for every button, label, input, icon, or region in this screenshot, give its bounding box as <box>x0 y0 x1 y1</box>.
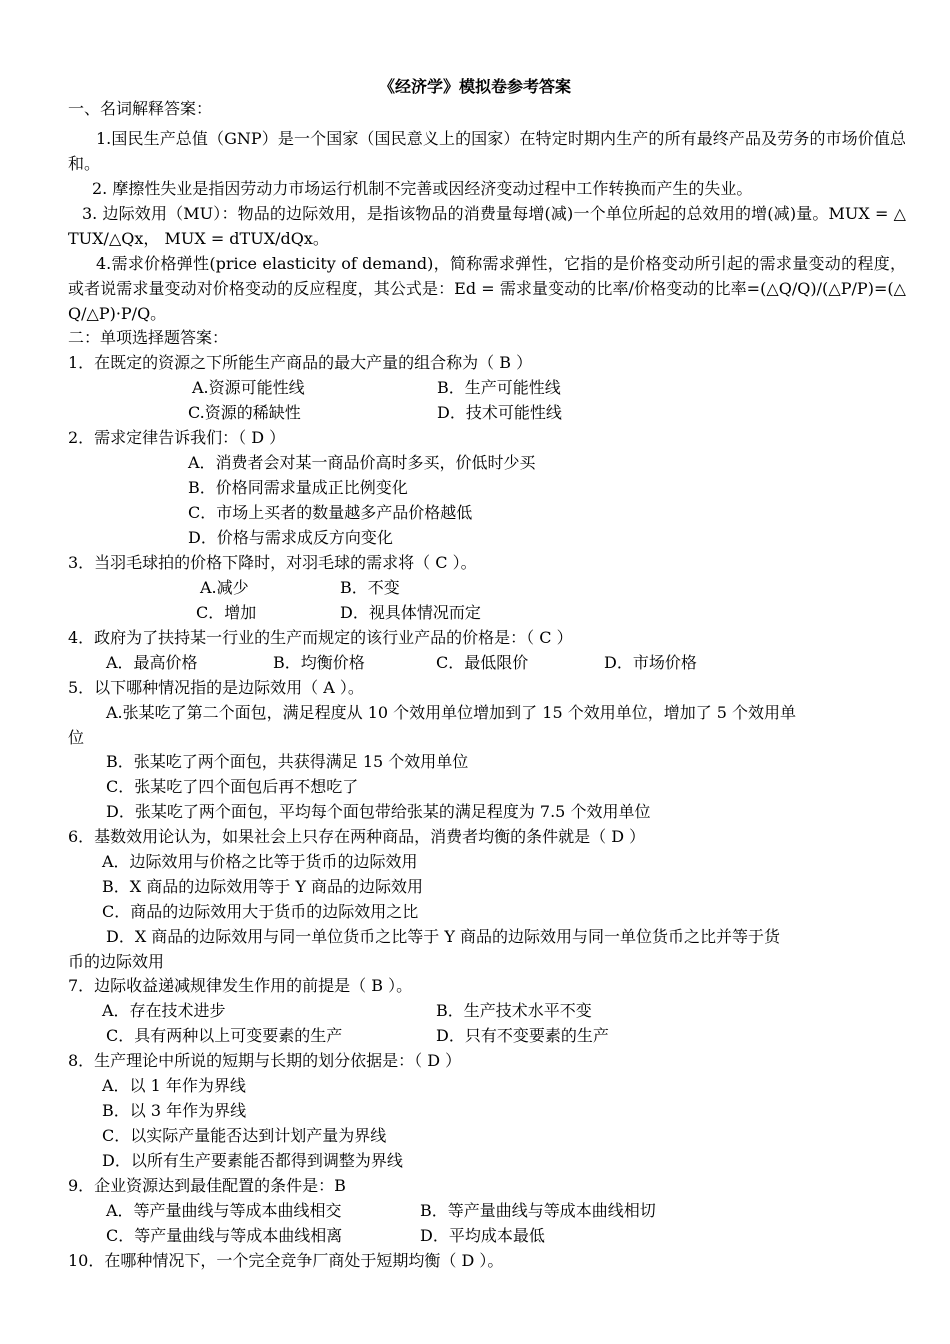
question-stem: 4．政府为了扶持某一行业的生产而规定的该行业产品的价格是：（ C ） <box>68 628 573 647</box>
definition-item: 2. 摩擦性失业是指因劳动力市场运行机制不完善或因经济变动过程中工作转换而产生的失业。 <box>92 179 753 198</box>
option-c: C．张某吃了四个面包后再不想吃了 <box>106 777 359 796</box>
option-a: A.资源可能性线 <box>192 378 305 397</box>
question-stem: 8．生产理论中所说的短期与长期的划分依据是：（ D ） <box>68 1051 462 1070</box>
question-stem: 2．需求定律告诉我们：（ D ） <box>68 428 286 447</box>
option-d: D．视具体情况而定 <box>340 603 481 622</box>
option-b: B．均衡价格 <box>273 653 365 672</box>
option-d: D．技术可能性线 <box>437 403 562 422</box>
option-d: D．价格与需求成反方向变化 <box>188 528 393 547</box>
option-c: C．具有两种以上可变要素的生产 <box>106 1026 343 1045</box>
question-stem: 9．企业资源达到最佳配置的条件是：B <box>68 1176 346 1195</box>
question-stem: 1．在既定的资源之下所能生产商品的最大产量的组合称为（ B ） <box>68 353 533 372</box>
option-d: D．只有不变要素的生产 <box>436 1026 609 1045</box>
option-c: C．最低限价 <box>436 653 529 672</box>
option-a: A.减少 <box>200 578 249 597</box>
option-d: D．以所有生产要素能否都得到调整为界线 <box>102 1151 403 1170</box>
option-d: D．X 商品的边际效用与同一单位货币之比等于 Y 商品的边际效用与同一单位货币之比并等于货 <box>106 927 781 946</box>
option-b: B．以 3 年作为界线 <box>102 1101 247 1120</box>
document-title: 《经济学》模拟卷参考答案 <box>378 77 571 96</box>
definition-item: 1.国民生产总值（GNP）是一个国家（国民意义上的国家）在特定时期内生产的所有最终产品及劳务的市场价值总和。 <box>68 129 906 173</box>
option-d: D．张某吃了两个面包，平均每个面包带给张某的满足程度为 7.5 个效用单位 <box>106 802 651 821</box>
option-b: B．生产技术水平不变 <box>436 1001 592 1020</box>
option-d: D．平均成本最低 <box>420 1226 545 1245</box>
definition-item: 4.需求价格弹性(price elasticity of demand)，简称需求弹性，它指的是价格变动所引起的需求量变动的程度，或者说需求量变动对价格变动的反应程度，其公式是：Ed = 需求量变动的比率/价格变动的比率=(△Q/Q)/(△P/P)=(△Q/△P)·P/Q。 <box>68 254 906 323</box>
option-c: C．市场上买者的数量越多产品价格越低 <box>188 503 473 522</box>
section-heading: 二：单项选择题答案： <box>68 328 229 347</box>
option-b: B．价格同需求量成正比例变化 <box>188 478 408 497</box>
option-a: A．存在技术进步 <box>102 1001 226 1020</box>
option-c: C．增加 <box>196 603 257 622</box>
option-a: A．等产量曲线与等成本曲线相交 <box>106 1201 342 1220</box>
option-a: A．边际效用与价格之比等于货币的边际效用 <box>102 852 418 871</box>
question-stem: 7．边际收益递减规律发生作用的前提是（ B ）。 <box>68 976 413 995</box>
question-stem: 6．基数效用论认为，如果社会上只存在两种商品，消费者均衡的条件就是（ D ） <box>68 827 646 846</box>
option-a: A．最高价格 <box>106 653 198 672</box>
definition-item: 3. 边际效用（MU）：物品的边际效用，是指该物品的消费量每增(减)一个单位所起的总效用的增(减)量。MUX = △TUX/△Qx， MUX = dTUX/dQx。 <box>68 204 906 248</box>
option-c: C.资源的稀缺性 <box>188 403 301 422</box>
option-a: A．消费者会对某一商品价高时多买，价低时少买 <box>188 453 536 472</box>
question-stem: 5．以下哪种情况指的是边际效用（ A ）。 <box>68 678 364 697</box>
option-b: B．生产可能性线 <box>437 378 561 397</box>
option-b: B．X 商品的边际效用等于 Y 商品的边际效用 <box>102 877 423 896</box>
option-c: C．等产量曲线与等成本曲线相离 <box>106 1226 343 1245</box>
section-heading: 一、名词解释答案： <box>68 99 213 118</box>
option-d: D．市场价格 <box>604 653 697 672</box>
option-a: A.张某吃了第二个面包，满足程度从 10 个效用单位增加到了 15 个效用单位，增加了 5 个效用单 <box>106 703 797 722</box>
option-c: C．商品的边际效用大于货币的边际效用之比 <box>102 902 419 921</box>
question-stem: 10．在哪种情况下，一个完全竞争厂商处于短期均衡（ D ）。 <box>68 1251 504 1270</box>
option-b: B．不变 <box>340 578 400 597</box>
option-c: C．以实际产量能否达到计划产量为界线 <box>102 1126 387 1145</box>
option-a-continued: 位 <box>68 728 85 747</box>
option-d-continued: 币的边际效用 <box>68 952 165 971</box>
option-a: A．以 1 年作为界线 <box>102 1076 246 1095</box>
option-b: B．张某吃了两个面包，共获得满足 15 个效用单位 <box>106 752 469 771</box>
question-stem: 3．当羽毛球拍的价格下降时，对羽毛球的需求将（ C ）。 <box>68 553 477 572</box>
option-b: B．等产量曲线与等成本曲线相切 <box>420 1201 656 1220</box>
